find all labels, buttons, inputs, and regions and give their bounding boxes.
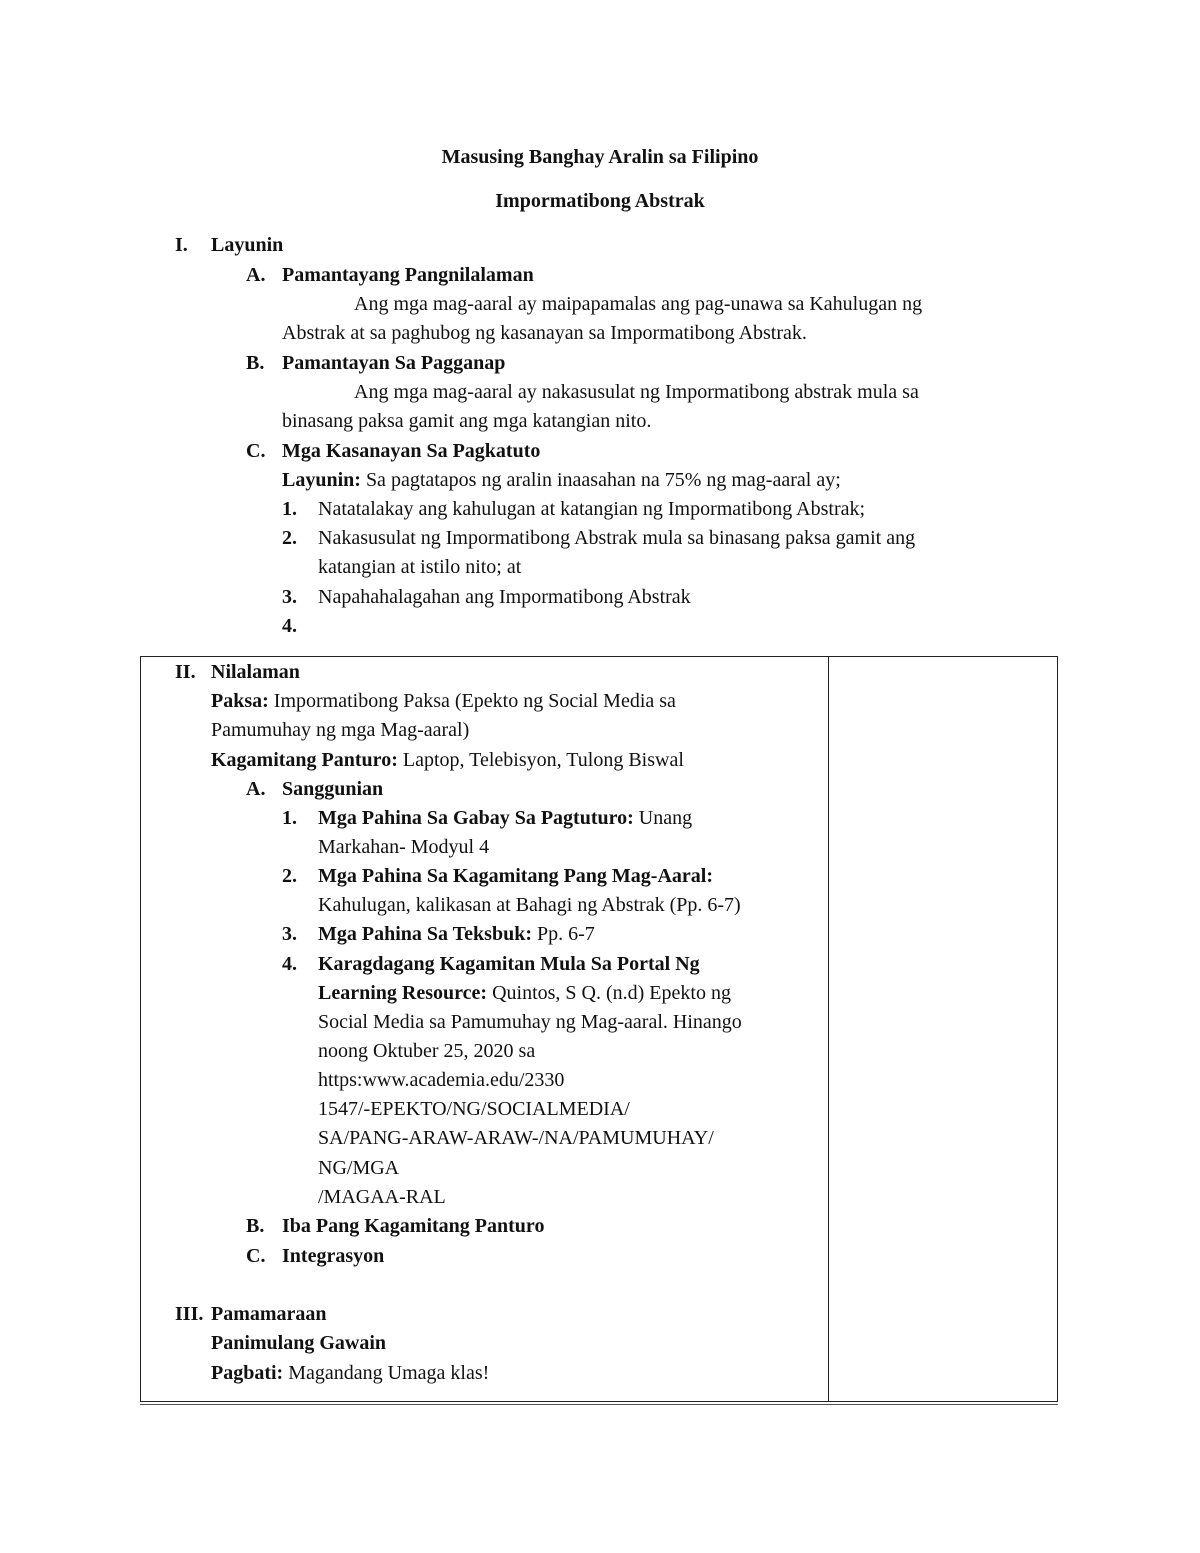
reference-4-line2 (318, 981, 731, 1005)
paksa-label: Paksa: (211, 690, 269, 712)
reference-3-number: 3. (282, 923, 297, 945)
reference-2-line2: Kahulugan, kalikasan at Bahagi ng Abstrak (Pp. 6-7) (318, 894, 741, 916)
pagbati-line (211, 1361, 489, 1385)
kagamitan-text: Laptop, Telebisyon, Tulong Biswal (397, 749, 684, 771)
reference-4-url-line4[interactable]: NG/MGA (318, 1157, 400, 1179)
layunin-text: Sa pagtatapos ng aralin inaasahan na 75% ng mag-aaral ay; (360, 469, 841, 491)
table-bottom-rule (140, 1404, 1058, 1405)
paksa-line1 (211, 689, 676, 713)
section-3-heading: Pamamaraan (211, 1303, 327, 1325)
reference-1-number: 1. (282, 807, 297, 829)
reference-1-label: Mga Pahina Sa Gabay Sa Pagtuturo: (318, 807, 634, 829)
objective-2-text-line2: katangian at istilo nito; at (318, 556, 522, 578)
section-1b-heading: Pamantayan Sa Pagganap (282, 352, 506, 374)
document-title: Masusing Banghay Aralin sa Filipino (441, 146, 759, 168)
reference-4-url-line1[interactable]: https:www.academia.edu/2330 (318, 1069, 565, 1091)
section-1b-letter: B. (246, 352, 265, 374)
reference-1-line1 (318, 806, 692, 830)
section-2a-letter: A. (246, 778, 266, 800)
paksa-text: Impormatibong Paksa (Epekto ng Social Media sa (268, 690, 676, 712)
section-1b-text-line2: binasang paksa gamit ang mga katangian nito. (282, 410, 652, 432)
objective-1-text: Natatalakay ang kahulugan at katangian ng Impormatibong Abstrak; (318, 498, 866, 520)
section-1c-letter: C. (246, 440, 266, 462)
section-2c-letter: C. (246, 1245, 266, 1267)
objective-2-number: 2. (282, 527, 297, 549)
objective-4-number: 4. (282, 615, 297, 637)
reference-3-label: Mga Pahina Sa Teksbuk: (318, 923, 532, 945)
reference-4-line3: Social Media sa Pamumuhay ng Mag-aaral. Hinango (318, 1011, 742, 1033)
section-1a-text-line2: Abstrak at sa paghubog ng kasanayan sa Impormatibong Abstrak. (282, 322, 807, 344)
section-2a-heading: Sanggunian (282, 778, 384, 800)
section-1a-letter: A. (246, 264, 266, 286)
reference-1-text: Unang (633, 807, 693, 829)
reference-3-text: Pp. 6-7 (531, 923, 595, 945)
reference-2-label: Mga Pahina Sa Kagamitang Pang Mag-Aaral: (318, 865, 713, 887)
section-2c-heading: Integrasyon (282, 1245, 385, 1267)
reference-4-number: 4. (282, 953, 297, 975)
reference-1-line2: Markahan- Modyul 4 (318, 836, 490, 858)
section-1-numeral: I. (175, 234, 188, 256)
section-1c-heading: Mga Kasanayan Sa Pagkatuto (282, 440, 541, 462)
reference-3-line1 (318, 922, 595, 946)
paksa-line2: Pamumuhay ng mga Mag-aaral) (211, 719, 470, 741)
section-1b-text-line1: Ang mga mag-aaral ay nakasusulat ng Impormatibong abstrak mula sa (354, 381, 919, 403)
section-2-numeral: II. (175, 661, 196, 683)
reference-4-url-line5[interactable]: /MAGAA-RAL (318, 1186, 446, 1208)
reference-2-line1 (318, 864, 713, 888)
table-column-divider (828, 656, 829, 1402)
layunin-line (282, 468, 841, 492)
section-2b-letter: B. (246, 1215, 265, 1237)
panimulang-gawain-heading: Panimulang Gawain (211, 1332, 387, 1354)
reference-4-label2: Learning Resource: (318, 982, 488, 1004)
section-2b-heading: Iba Pang Kagamitang Panturo (282, 1215, 545, 1237)
pagbati-label: Pagbati: (211, 1362, 284, 1384)
layunin-label: Layunin: (282, 469, 361, 491)
reference-4-url-line2[interactable]: 1547/-EPEKTO/NG/SOCIALMEDIA/ (318, 1098, 630, 1120)
objective-1-number: 1. (282, 498, 297, 520)
objective-2-text-line1: Nakasusulat ng Impormatibong Abstrak mula sa binasang paksa gamit ang (318, 527, 916, 549)
objective-3-text: Napahahalagahan ang Impormatibong Abstrak (318, 586, 691, 608)
reference-2-number: 2. (282, 865, 297, 887)
reference-4-label: Karagdagang Kagamitan Mula Sa Portal Ng (318, 953, 700, 975)
section-1a-text-line1: Ang mga mag-aaral ay maipapamalas ang pag-unawa sa Kahulugan ng (354, 293, 923, 315)
document-subtitle: Impormatibong Abstrak (495, 190, 705, 212)
section-3-numeral: III. (175, 1303, 204, 1325)
pagbati-text: Magandang Umaga klas! (283, 1362, 490, 1384)
section-2-heading: Nilalaman (211, 661, 300, 683)
reference-4-url-line3[interactable]: SA/PANG-ARAW-ARAW-/NA/PAMUMUHAY/ (318, 1127, 714, 1149)
reference-4-line4: noong Oktuber 25, 2020 sa (318, 1040, 536, 1062)
reference-4-text2: Quintos, S Q. (n.d) Epekto ng (487, 982, 731, 1004)
kagamitan-label: Kagamitang Panturo: (211, 749, 398, 771)
kagamitan-line (211, 748, 684, 772)
objective-3-number: 3. (282, 586, 297, 608)
section-1-heading: Layunin (211, 234, 284, 256)
section-1a-heading: Pamantayang Pangnilalaman (282, 264, 534, 286)
